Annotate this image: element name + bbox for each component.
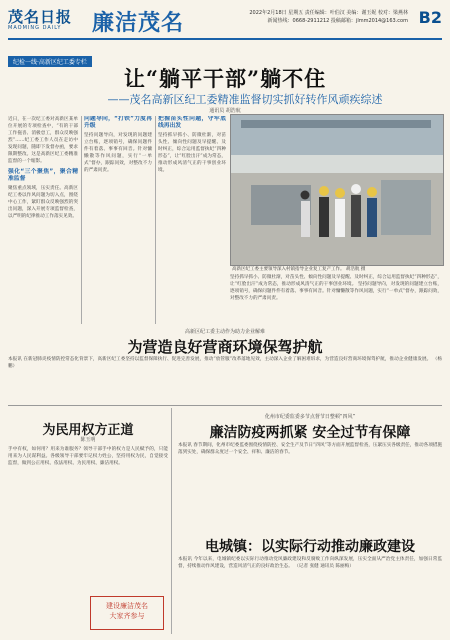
lead-subtitle-1: 强化“三个聚焦”，聚合精准监督 xyxy=(8,169,78,182)
lead-column-1 xyxy=(8,116,78,324)
column-tag: 纪检一线·高新区纪工委专栏 xyxy=(8,56,92,67)
masthead-rule xyxy=(8,38,442,40)
story4-headline: 电城镇：以实际行动推动廉政建设 xyxy=(205,539,415,555)
photo-caption: 高新区纪工委主要领导深入村镇指导企业复工复产工作。 胡浩航 摄 xyxy=(232,267,366,272)
lead-subtitle-2: 问题导向，“打铁”力度再升级 xyxy=(84,116,152,129)
column-divider xyxy=(81,116,82,324)
commentary-author: 陈玉明 xyxy=(80,437,96,443)
story2-paragraph: 本报讯 在新冠肺炎疫情防控常态化背景下，高新区纪工委坚持以监督保障执行、促进完善发展，推动“放管服”改革落地见效，主动深入企业了解困难诉求，为营造良好营商环境保驾护航，推动企业健康发展。 xyxy=(8,357,432,362)
lead-paragraph: 近日，在一次纪工委对高新区某单位开展的专项检查中，“有的干部工作拖沓、消极怠工，群众反映强烈”……纪工委工作人员在走访中发现问题，随即下发督办函，要求限期整改。这是高新区纪工委精准监督的一个缩影。 xyxy=(8,117,78,164)
lead-paragraph: 聚焦重点领域，压实责任。高新区纪工委以作风问题为切入点，围绕中心工作，紧盯群众反映强烈的突出问题，深入开展专项监督检查，以严明的纪律推动工作落实见效。 xyxy=(8,186,78,219)
story4-author: （记者 张健 通讯员 陈丽梅） xyxy=(294,564,354,569)
story2-kicker: 高新区纪工委主动作为助力企业解难 xyxy=(184,329,265,335)
column-divider xyxy=(155,116,156,324)
lead-column-2 xyxy=(84,116,152,324)
story3-paragraph: 本报讯 春节期间，化州市纪委监委围绕疫情防控、安全生产及节日“四风”等方面开展监督检查，压紧压实各级责任，推动各项措施落到实处，确保群众度过一个安全、祥和、廉洁的春节。 xyxy=(178,443,442,455)
column-divider xyxy=(171,408,172,634)
story3-headline: 廉洁防疫两抓紧 安全过节有保障 xyxy=(209,425,411,441)
lead-subheadline: ——茂名高新区纪工委精准监督切实抓好转作风顽疾综述 xyxy=(107,93,383,106)
lead-paragraph: 坚持问题导向，对发现的问题建立台账，逐项销号，确保问题件件有着落、事事有回音。针对慵懒散等作风问题，实行“一单式”督办，跟踪问效，对整改不力的严肃问责。 xyxy=(84,133,152,173)
lead-subtitle-3: 把握苗头性问题，守牢底线再出发 xyxy=(158,116,226,129)
page-number: B2 xyxy=(418,8,442,27)
story3-kicker: 化州市纪委监委多节点督节日整顿“四风” xyxy=(264,414,356,420)
lead-paragraph: 坚持抓早抓小、防微杜渐，对苗头性、倾向性问题及早提醒、及时纠正，综合运用监督执纪“四种形态”，让“红脸出汗”成为常态，推动形成风清气正的干事创业环境。 xyxy=(158,133,226,173)
story2-body xyxy=(8,356,442,400)
story3-body xyxy=(178,442,442,530)
lead-headline: 让“躺平干部”躺不住 xyxy=(123,66,327,91)
masthead xyxy=(8,6,442,34)
lead-column-3 xyxy=(158,116,226,324)
lead-byline: 通讯员 胡浩航 xyxy=(209,108,241,114)
date-line: 2022年2月18日 星期五 责任编辑：叶伯汉 美编：谢玉妮 校对：梁燕林 xyxy=(249,10,408,16)
commentary-headline: 为民用权方正道 xyxy=(42,423,134,438)
story4-body xyxy=(178,556,442,630)
lead-photo xyxy=(230,114,444,266)
newspaper-logo-english: MAOMING DAILY xyxy=(8,25,62,31)
commentary-paragraph: 手中有权，如何用？用来为谁服务？领导干部手中的权力是人民赋予的，只能用来为人民谋利益。各级领导干部要牢记权力姓公，坚持用权为民，自觉接受监督，做到公正用权、依法用权、为民用权、廉洁用权。 xyxy=(8,447,168,466)
story2-headline: 为营造良好营商环境保驾护航 xyxy=(127,338,323,356)
stamp-text: 建设廉洁茂名 大家齐参与 xyxy=(106,602,148,620)
contact-line: 新闻热线：0668-2911212 投稿邮箱：jlmm2014@163.com xyxy=(267,18,408,24)
lead-paragraph: 坚持问题导向，对发现的问题建立台账，逐项销号，确保问题件件有着落、事事有回音。针对慵懒散等作风问题，实行“一单式”督办，跟踪问效，对整改不力的严肃问责。 xyxy=(230,282,442,301)
edition-info xyxy=(249,9,408,25)
factory-visit-photo xyxy=(231,115,443,265)
commentary-body xyxy=(8,446,168,592)
lead-paragraph: 坚持抓早抓小、防微杜渐，对苗头性、倾向性问题及早提醒、及时纠正，综合运用监督执纪“四种形态”，让“红脸出汗”成为常态，推动形成风清气正的干事创业环境。 xyxy=(230,275,442,287)
newspaper-logo: 茂名日报 xyxy=(8,8,73,26)
story2-author: （杨鹏） xyxy=(8,357,442,369)
section-title: 廉洁茂名 xyxy=(92,11,185,36)
story4-paragraph: 本报讯 今年以来，电城镇纪委以实际行动推动党风廉政建设和反腐败工作向纵深发展，压实全面从严治党主体责任，加强日常监督，持续推动作风建设，营造风清气正的良好政治生态。 xyxy=(178,557,442,569)
section-divider xyxy=(8,405,442,406)
lead-continued-text xyxy=(230,274,442,326)
campaign-stamp xyxy=(90,596,164,630)
